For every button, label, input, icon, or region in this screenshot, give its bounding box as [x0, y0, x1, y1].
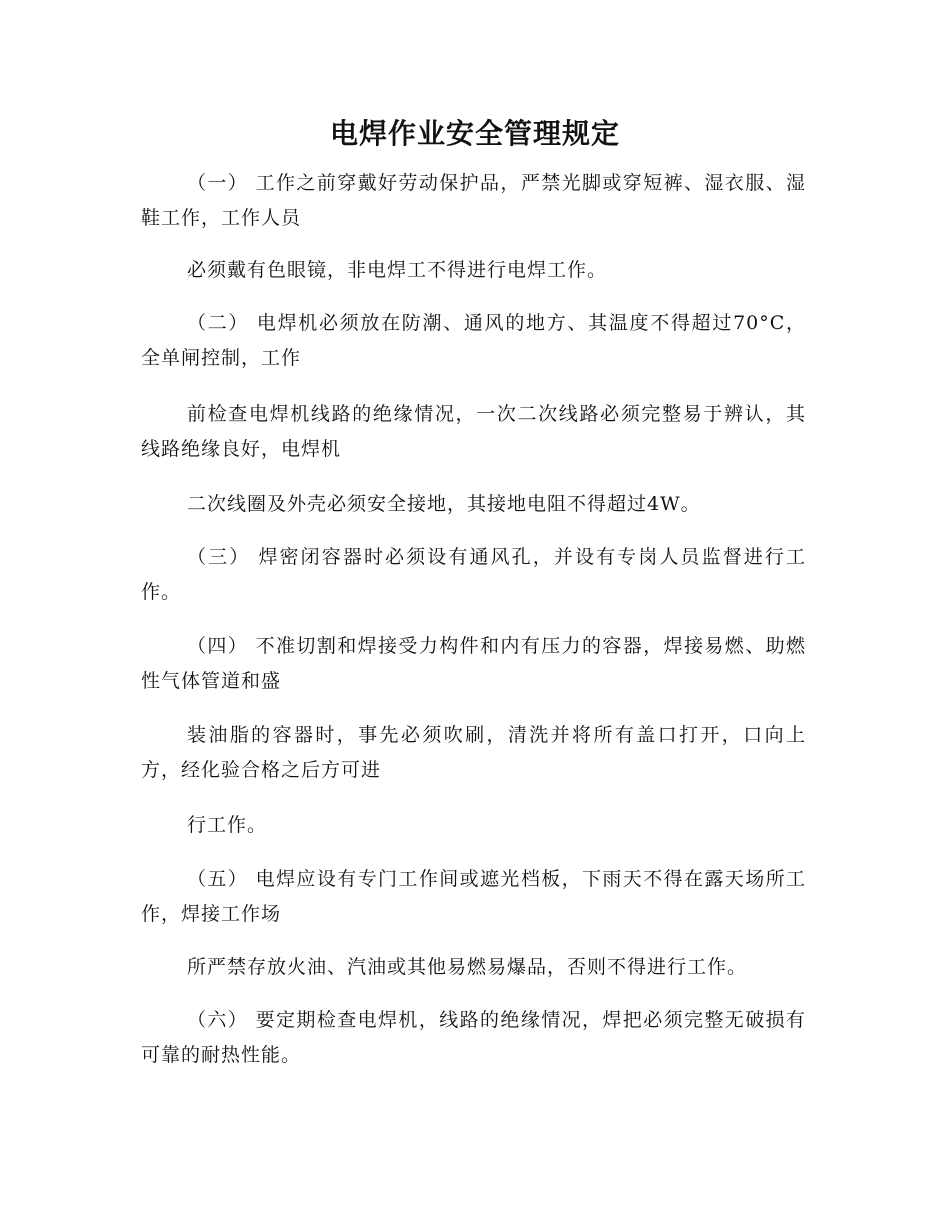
paragraph-12: （六） 要定期检查电焊机，线路的绝缘情况，焊把必须完整无破损有可靠的耐热性能。: [141, 1009, 806, 1066]
paragraph-3: （二） 电焊机必须放在防潮、通风的地方、其温度不得超过70°C，全单闸控制，工作: [141, 312, 806, 369]
paragraph-4: 前检查电焊机线路的绝缘情况，一次二次线路必须完整易于辨认，其线路绝缘良好，电焊机: [141, 403, 806, 460]
paragraph-8: 装油脂的容器时，事先必须吹刷，清洗并将所有盖口打开，口向上方，经化验合格之后方可进: [141, 724, 806, 781]
paragraph-2: 必须戴有色眼镜，非电焊工不得进行电焊工作。: [187, 259, 608, 281]
document-title: 电焊作业安全管理规定: [329, 117, 620, 150]
paragraph-7: （四） 不准切割和焊接受力构件和内有压力的容器，焊接易燃、助燃性气体管道和盛: [141, 635, 806, 692]
paragraph-5: 二次线圈及外壳必须安全接地，其接地电阻不得超过4W。: [187, 493, 701, 515]
paragraph-11: 所严禁存放火油、汽油或其他易燃易爆品，否则不得进行工作。: [187, 956, 748, 978]
paragraph-1: （一） 工作之前穿戴好劳动保护品，严禁光脚或穿短裤、湿衣服、湿鞋工作，工作人员: [141, 172, 806, 229]
paragraph-9: 行工作。: [187, 814, 268, 836]
paragraph-6: （三） 焊密闭容器时必须设有通风孔，并设有专岗人员监督进行工作。: [141, 546, 806, 603]
paragraph-10: （五） 电焊应设有专门工作间或遮光档板，下雨天不得在露天场所工作，焊接工作场: [141, 868, 806, 925]
